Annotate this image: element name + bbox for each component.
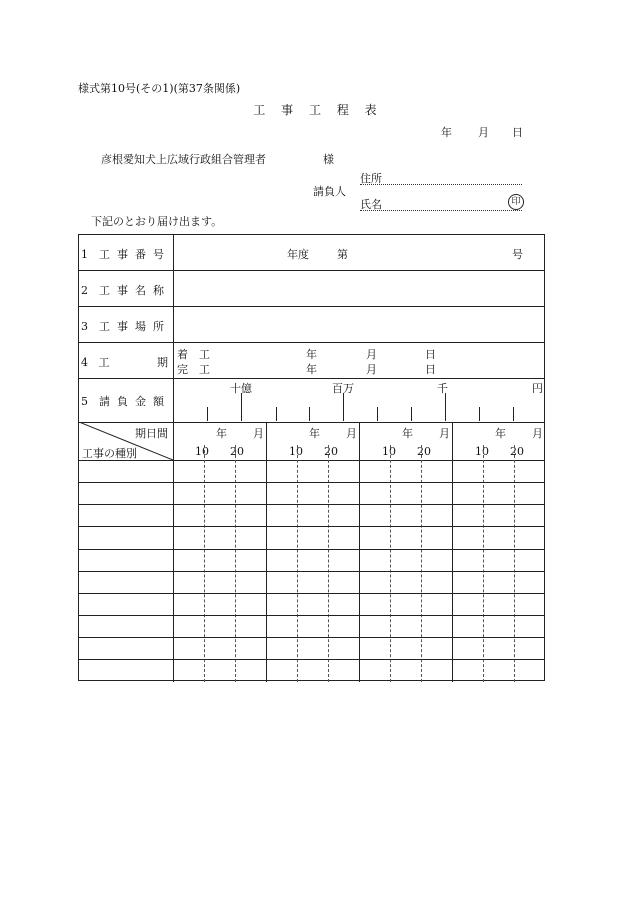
- period-header-label: 期日間: [135, 427, 168, 440]
- start-year: 年: [306, 348, 317, 361]
- unit-billion: 十億: [230, 382, 252, 395]
- end-year: 年: [306, 363, 317, 376]
- day-10-guide: [390, 445, 391, 682]
- title-char: 表: [364, 103, 377, 117]
- day-10: 10: [382, 445, 396, 458]
- address-label: 住所: [360, 172, 382, 185]
- schedule-row-divider: [79, 482, 544, 483]
- title-char: 工: [308, 103, 321, 117]
- row-label-construction-name: 2 工 事 名 称: [81, 284, 164, 297]
- row-label-construction-site: 3 工 事 場 所: [81, 320, 164, 333]
- day-20: 20: [417, 445, 431, 458]
- date-year-label: 年: [441, 126, 452, 139]
- schedule-row-divider: [79, 549, 544, 550]
- schedule-form: [78, 234, 545, 681]
- row-divider: [79, 378, 544, 379]
- digit-tick: [445, 393, 446, 421]
- title-char: 程: [336, 103, 349, 117]
- schedule-row-divider: [79, 615, 544, 616]
- period-year: 年: [495, 427, 506, 440]
- digit-tick: [411, 407, 412, 421]
- day-10: 10: [195, 445, 209, 458]
- period-month: 月: [532, 427, 543, 440]
- period-year: 年: [402, 427, 413, 440]
- notice-text: 下記のとおり届け出ます。: [91, 215, 223, 228]
- day-20-guide: [328, 445, 329, 682]
- digit-tick: [276, 407, 277, 421]
- seal-icon: 印: [508, 194, 524, 210]
- row-label-contract-amount: 5 請 負 金 額: [81, 395, 164, 408]
- digit-tick: [343, 393, 344, 421]
- date-month-label: 月: [478, 126, 489, 139]
- unit-million: 百万: [332, 382, 354, 395]
- row-label-construction-number: 1 工 事 番 号: [81, 248, 164, 261]
- fiscal-year-label: 年度: [287, 248, 309, 261]
- addressee: 彦根愛知犬上広域行政組合管理者: [101, 153, 266, 166]
- period-year: 年: [216, 427, 227, 440]
- period-month: 月: [253, 427, 264, 440]
- honorific: 様: [323, 153, 334, 166]
- day-20: 20: [510, 445, 524, 458]
- period-divider: [452, 422, 453, 682]
- digit-tick: [513, 407, 514, 421]
- schedule-header-divider: [79, 460, 544, 461]
- day-20: 20: [230, 445, 244, 458]
- day-10-guide: [204, 445, 205, 682]
- date-day-label: 日: [512, 126, 523, 139]
- unit-yen: 円: [532, 382, 543, 395]
- page-title: [0, 101, 630, 118]
- dai-label: 第: [337, 248, 348, 261]
- end-label: 完 工: [177, 363, 210, 376]
- schedule-row-divider: [79, 571, 544, 572]
- schedule-row-divider: [79, 659, 544, 660]
- period-month: 月: [439, 427, 450, 440]
- digit-tick: [207, 407, 208, 421]
- name-label: 氏名: [360, 198, 382, 211]
- digit-tick: [479, 407, 480, 421]
- day-20: 20: [324, 445, 338, 458]
- schedule-row-divider: [79, 504, 544, 505]
- end-month: 月: [366, 363, 377, 376]
- digit-tick: [377, 407, 378, 421]
- unit-thousand: 千: [437, 382, 448, 395]
- contractor-label: 請負人: [313, 185, 346, 198]
- period-year: 年: [309, 427, 320, 440]
- schedule-row-divider: [79, 593, 544, 594]
- day-10: 10: [289, 445, 303, 458]
- day-10: 10: [475, 445, 489, 458]
- day-20-guide: [421, 445, 422, 682]
- digit-tick: [241, 393, 242, 421]
- row-divider: [79, 270, 544, 271]
- period-kanji: 期: [157, 356, 168, 369]
- name-field[interactable]: [360, 196, 522, 211]
- row-divider: [79, 306, 544, 307]
- work-type-header-label: 工事の種別: [82, 447, 137, 460]
- digit-tick: [309, 407, 310, 421]
- day-10-guide: [297, 445, 298, 682]
- period-divider: [266, 422, 267, 682]
- title-char: 工: [253, 103, 266, 117]
- row-label-construction-period: 4 工: [81, 356, 110, 369]
- day-10-guide: [483, 445, 484, 682]
- address-field[interactable]: [360, 170, 522, 185]
- schedule-row-divider: [79, 637, 544, 638]
- schedule-row-divider: [79, 526, 544, 527]
- start-month: 月: [366, 348, 377, 361]
- start-label: 着 工: [177, 348, 210, 361]
- gou-label: 号: [512, 248, 523, 261]
- form-number: 様式第10号(その1)(第37条関係): [78, 82, 241, 95]
- period-divider: [359, 422, 360, 682]
- day-20-guide: [514, 445, 515, 682]
- period-month: 月: [346, 427, 357, 440]
- start-day: 日: [425, 348, 436, 361]
- end-day: 日: [425, 363, 436, 376]
- day-20-guide: [235, 445, 236, 682]
- title-char: 事: [281, 103, 294, 117]
- row-divider: [79, 342, 544, 343]
